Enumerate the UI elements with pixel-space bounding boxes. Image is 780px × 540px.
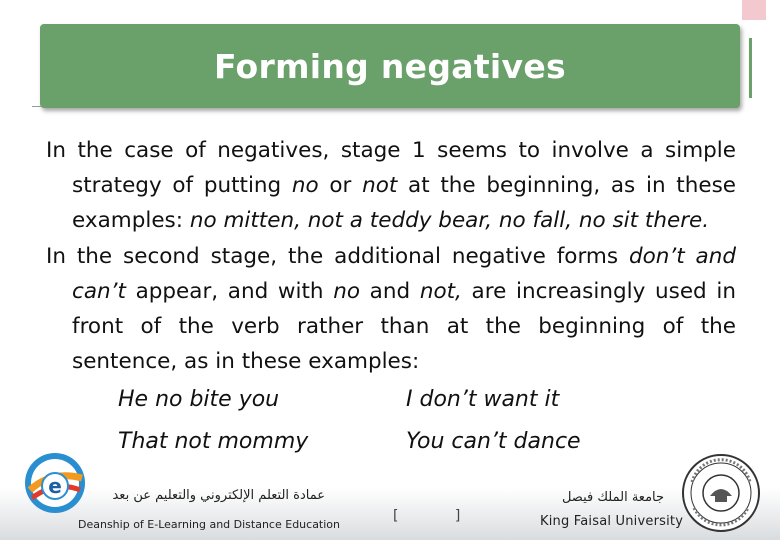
para1-emph-no: no <box>291 173 319 198</box>
para2-text-3: and <box>360 279 420 304</box>
para1-emph-examples: no mitten, not a teddy bear, no fall, no sit there. <box>189 208 710 233</box>
para2-emph-not: not, <box>419 279 462 304</box>
paragraph-stage-1 <box>46 133 736 238</box>
page-number-brackets: [ ] <box>393 508 487 524</box>
title-rule <box>32 106 42 107</box>
para1-text-3: at the beginning, as in these examples: <box>72 173 736 233</box>
deanship-english: Deanship of E-Learning and Distance Education <box>78 518 341 531</box>
para2-text-2: appear, and with <box>125 279 334 304</box>
para1-text-1: In the case of negatives, stage 1 seems to involve a simple strategy of putting <box>46 138 736 198</box>
deanship-arabic: عمادة التعلم الإلكتروني والتعليم عن بعد <box>112 488 325 503</box>
title-bar <box>40 24 740 108</box>
slide-body <box>46 133 736 463</box>
university-english: King Faisal University <box>540 514 684 529</box>
footer <box>0 450 780 540</box>
paragraph-stage-2 <box>46 239 736 379</box>
para2-emph-forms: don’t and can’t <box>72 244 736 304</box>
example-2: I don’t want it <box>406 387 560 412</box>
example-3: That not mommy <box>118 429 309 454</box>
corner-tab <box>742 0 766 20</box>
e-logo-letter: e <box>48 474 62 498</box>
para1-emph-not: not <box>362 173 398 198</box>
e-learning-logo-icon <box>22 450 88 516</box>
university-seal-icon <box>680 452 762 534</box>
para2-emph-no: no <box>333 279 360 304</box>
example-1: He no bite you <box>118 387 280 412</box>
slide-title: Forming negatives <box>214 46 566 86</box>
example-4: You can’t dance <box>406 429 581 454</box>
university-arabic: جامعة الملك فيصل <box>561 490 665 505</box>
para2-text-1: In the second stage, the additional negative forms <box>46 244 629 269</box>
para2-text-4: are increasingly used in front of the verb rather than at the beginning of the sentence, as in these examples: <box>72 279 736 374</box>
para1-text-2: or <box>318 173 363 198</box>
